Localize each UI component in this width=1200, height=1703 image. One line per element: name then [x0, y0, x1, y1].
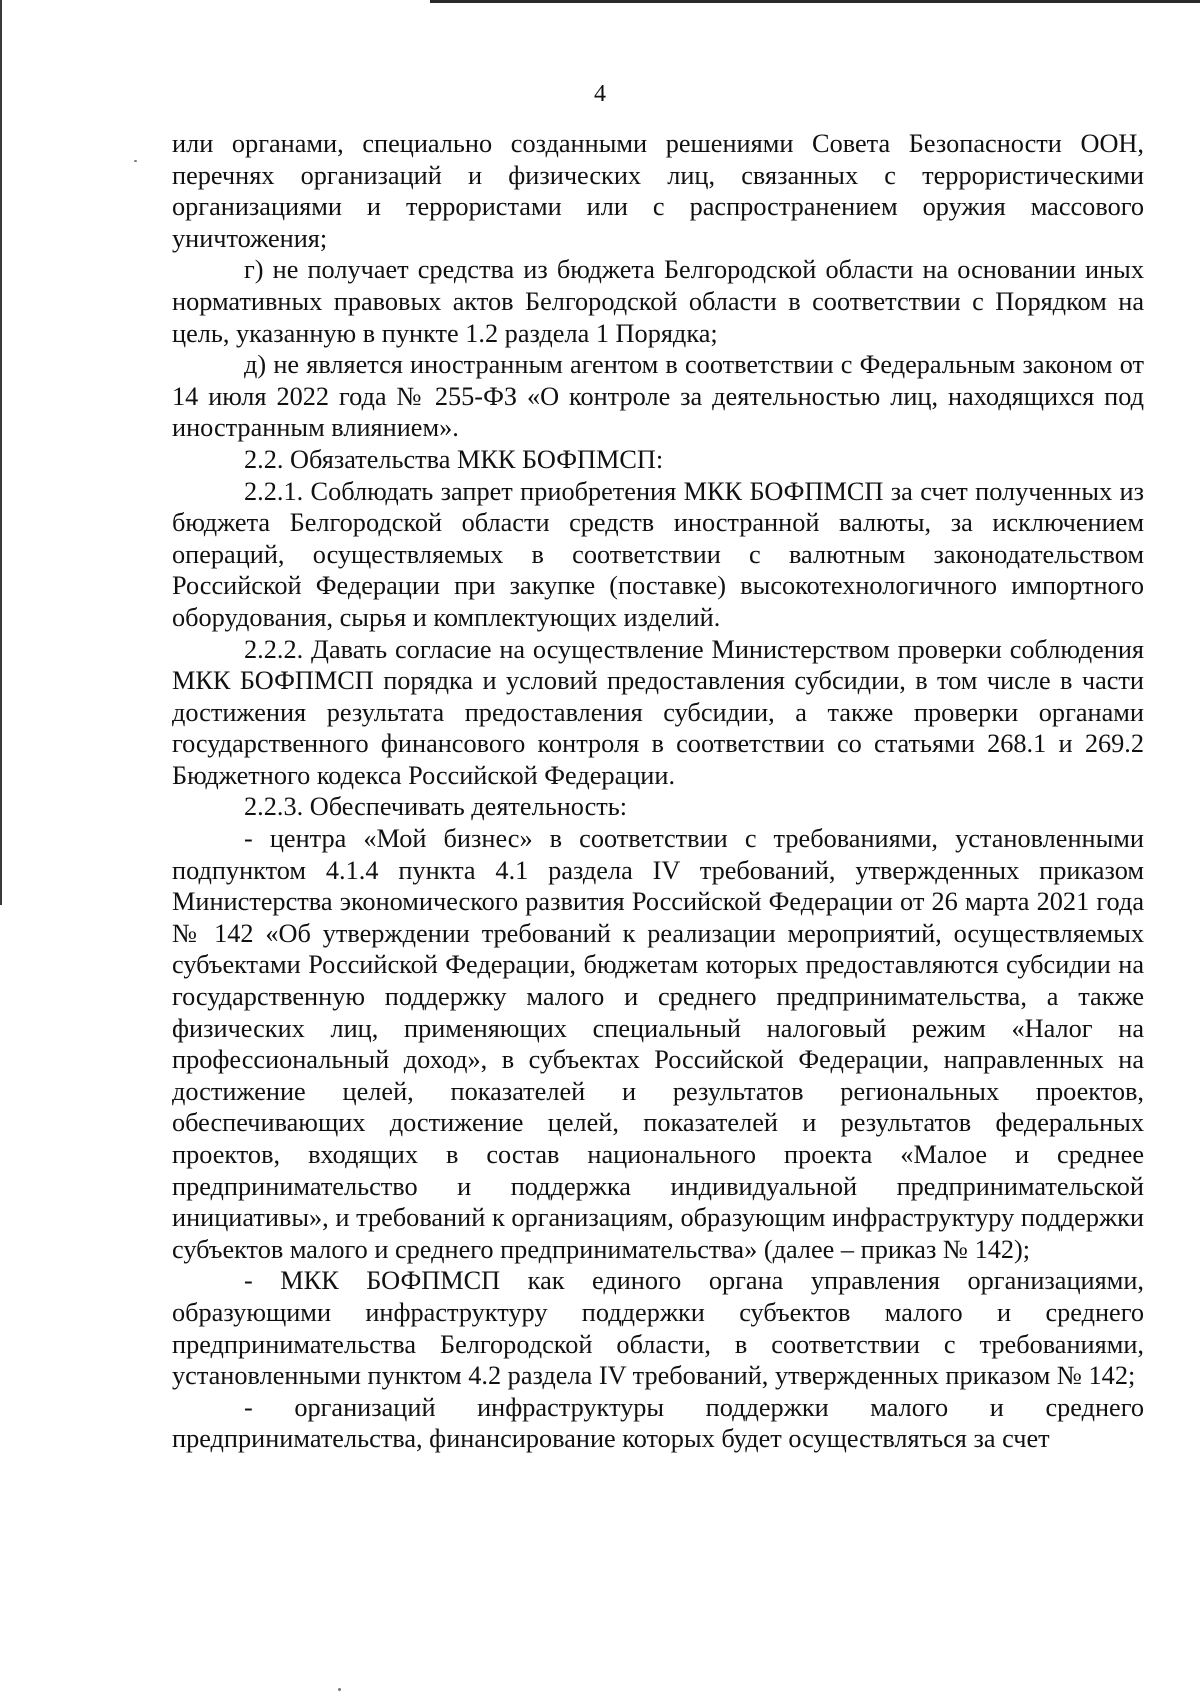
- paragraph-continuation: или органами, специально созданными решениями Совета Безопасности ООН, перечнях организаций и физических лиц, связанных с террористическими организациями и террористами или с распространением оружия массового уничтожения;: [172, 129, 1144, 253]
- list-item-infrastructure-organizations: - организаций инфраструктуры поддержки малого и среднего предпринимательства, финансирование которых будет осуществляться за счет: [172, 1392, 1144, 1454]
- paragraph-2-2-1: 2.2.1. Соблюдать запрет приобретения МКК БОФПМСП за счет полученных из бюджета Белгородской области средств иностранной валюты, за исключением операций, осуществляемых в соответствии с валютным законодательством Российской Федерации при закупке (поставке) высокотехнологичного импортного оборудования, сырья и комплектующих изделий.: [172, 476, 1144, 632]
- list-item-mkk-bofpmsp: - МКК БОФПМСП как единого органа управления организациями, образующими инфраструктуру поддержки субъектов малого и среднего предпринимательства Белгородской области, в соответствии с требованиями, установленными пунктом 4.2 раздела IV требований, утвержденных приказом № 142;: [172, 1266, 1144, 1391]
- scan-speck: [134, 160, 137, 162]
- paragraph-item-g: г) не получает средства из бюджета Белгородской области на основании иных нормативных правовых актов Белгородской области в соответствии с Порядком на цель, указанную в пункте 1.2 раздела 1 Порядка;: [172, 255, 1144, 348]
- document-body: [172, 128, 1144, 1455]
- page-number: 4: [594, 81, 606, 107]
- paragraph-2-2-3: 2.2.3. Обеспечивать деятельность:: [244, 792, 628, 822]
- scan-speck: [338, 1688, 341, 1691]
- paragraph-item-d: д) не является иностранным агентом в соответствии с Федеральным законом от 14 июля 2022 года № 255-ФЗ «О контроле за деятельностью лиц, находящихся под иностранным влиянием».: [172, 350, 1144, 443]
- scan-border-top: [430, 0, 1200, 3]
- paragraph-2-2-2: 2.2.2. Давать согласие на осуществление Министерством проверки соблюдения МКК БОФПМСП порядка и условий предоставления субсидии, в том числе в части достижения результата предоставления субсидии, а также проверки органами государственного финансового контроля в соответствии со статьями 268.1 и 269.2 Бюджетного кодекса Российской Федерации.: [172, 634, 1144, 790]
- scan-border-left: [0, 0, 2, 905]
- list-item-center-my-business: - центра «Мой бизнес» в соответствии с требованиями, установленными подпунктом 4.1.4 пункта 4.1 раздела IV требований, утвержденных приказом Министерства экономического развития Российской Федерации от 26 марта 2021 года № 142 «Об утверждении требований к реализации мероприятий, осуществляемых субъектами Российской Федерации, бюджетам которых предоставляются субсидии на государственную поддержку малого и среднего предпринимательства, а также физических лиц, применяющих специальный налоговый режим «Налог на профессиональный доход», в субъектах Российской Федерации, направленных на достижение целей, показателей и результатов региональных проектов, обеспечивающих достижение целей, показателей и результатов федеральных проектов, входящих в состав национального проекта «Малое и среднее предпринимательство и поддержка индивидуальной предпринимательской инициативы», и требований к организациям, образующим инфраструктуру поддержки субъектов малого и среднего предпринимательства» (далее – приказ № 142);: [172, 824, 1144, 1264]
- section-heading-2-2: 2.2. Обязательства МКК БОФПМСП:: [244, 444, 664, 474]
